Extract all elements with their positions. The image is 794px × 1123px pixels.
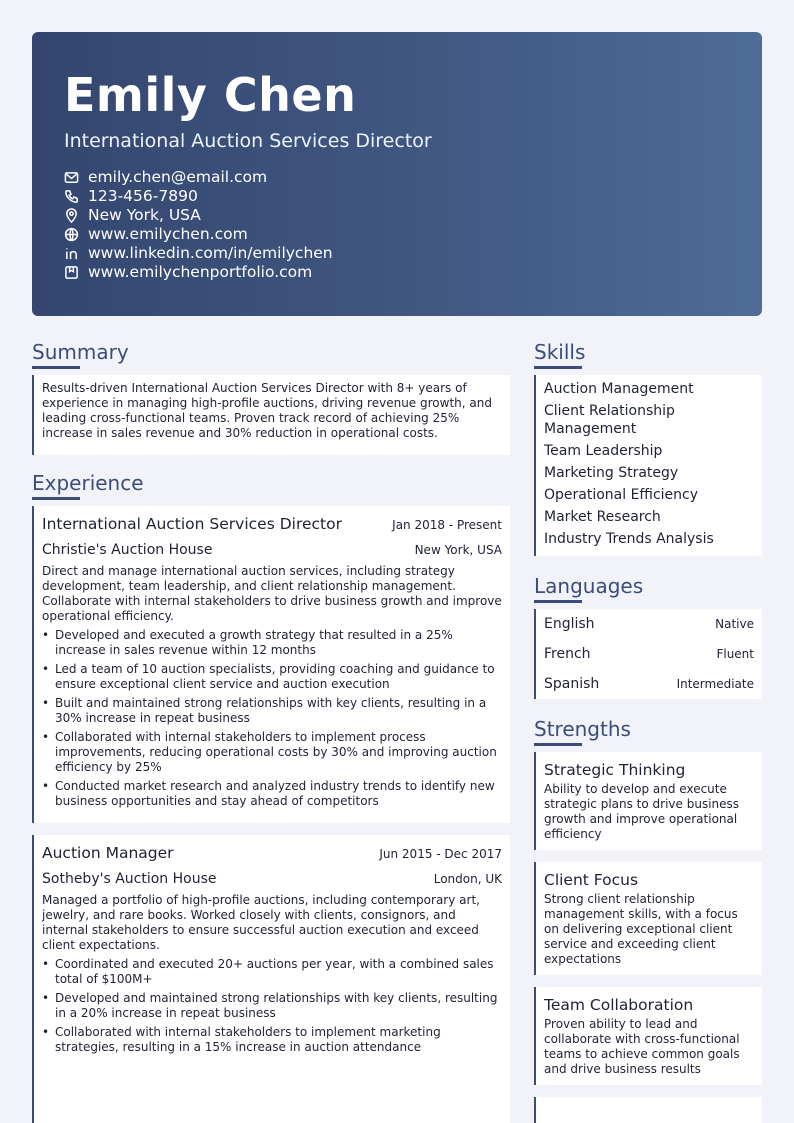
contact-phone[interactable] bbox=[64, 187, 730, 206]
main-column bbox=[32, 338, 510, 1123]
strength-text: Strong client relationship management skills, with a focus on delivering exceptional client service and exceeding client expectations bbox=[544, 892, 738, 966]
job-bullet: • Collaborated with internal stakeholders to implement marketing strategies, resulting in a 15% increase in auction attendance bbox=[42, 1025, 502, 1055]
job-dates: Jan 2018 - Present bbox=[392, 518, 502, 532]
contact-text: New York, USA bbox=[88, 206, 201, 224]
strengths-list bbox=[534, 752, 762, 1123]
job-entry bbox=[32, 835, 510, 1123]
skill-item: Industry Trends Analysis bbox=[544, 531, 714, 547]
languages-list bbox=[534, 609, 762, 699]
contact-text: www.emilychenportfolio.com bbox=[88, 263, 313, 281]
contact-email[interactable] bbox=[64, 168, 730, 187]
contact-location bbox=[64, 206, 730, 225]
languages-heading: Languages bbox=[534, 572, 762, 603]
contact-portfolio[interactable] bbox=[64, 263, 730, 282]
summary-card bbox=[32, 375, 510, 455]
contact-website[interactable] bbox=[64, 225, 730, 244]
language-level: Native bbox=[715, 617, 754, 631]
job-bullets bbox=[42, 628, 502, 809]
skill-item: Auction Management bbox=[544, 381, 694, 397]
job-bullet: • Developed and executed a growth strategy that resulted in a 25% increase in sales revenue within 12 months bbox=[42, 628, 502, 658]
job-company: Christie's Auction House bbox=[42, 542, 213, 558]
portfolio-icon bbox=[64, 265, 80, 281]
contact-text: 123-456-7890 bbox=[88, 187, 198, 205]
job-title: International Auction Services Director bbox=[42, 515, 342, 533]
strength-card bbox=[534, 862, 762, 975]
job-description: Direct and manage international auction services, including strategy development, team leadership, and client relationship management. Collaborate with internal stakeholders to drive business growth and improve operational efficiency. bbox=[42, 564, 502, 623]
job-location: New York, USA bbox=[414, 543, 502, 557]
contact-text: emily.chen@email.com bbox=[88, 168, 268, 186]
contact-text: www.emilychen.com bbox=[88, 225, 248, 243]
phone-icon bbox=[64, 189, 80, 205]
job-location: London, UK bbox=[433, 872, 502, 886]
job-description: Managed a portfolio of high-profile auctions, including contemporary art, jewelry, and rare books. Worked closely with clients, consignors, and internal stakeholders to ensure successful auction execution and exceed client expectations. bbox=[42, 893, 480, 952]
job-bullet: • Led a team of 10 auction specialists, providing coaching and guidance to ensure exceptional client service and auction execution bbox=[42, 662, 502, 692]
strength-card bbox=[534, 752, 762, 850]
email-icon bbox=[64, 170, 80, 186]
skill-item: Marketing Strategy bbox=[544, 465, 679, 481]
language-level: Intermediate bbox=[676, 677, 754, 691]
language-name: English bbox=[544, 616, 595, 632]
strength-text: Ability to develop and execute strategic plans to drive business growth and improve operational efficiency bbox=[544, 782, 740, 841]
language-row bbox=[534, 639, 762, 669]
strength-title: Team Collaboration bbox=[544, 996, 694, 1014]
strengths-heading: Strengths bbox=[534, 715, 762, 746]
contact-linkedin[interactable] bbox=[64, 244, 730, 263]
strength-card-empty bbox=[534, 1097, 762, 1123]
contact-text: www.linkedin.com/in/emilychen bbox=[88, 244, 333, 262]
job-bullet: • Conducted market research and analyzed industry trends to identify new business opportunities and stay ahead of competitors bbox=[42, 779, 502, 809]
experience-heading: Experience bbox=[32, 469, 510, 500]
job-bullet: • Built and maintained strong relationships with key clients, resulting in a 30% increase in repeat business bbox=[42, 696, 502, 726]
strength-title: Client Focus bbox=[544, 871, 639, 889]
language-name: French bbox=[544, 646, 591, 662]
skill-item: Operational Efficiency bbox=[544, 487, 699, 503]
language-row bbox=[534, 669, 762, 699]
language-name: Spanish bbox=[544, 676, 600, 692]
skills-heading: Skills bbox=[534, 338, 762, 369]
summary-text: Results-driven International Auction Services Director with 8+ years of experience in managing high-profile auctions, driving revenue growth, and leading cross-functional teams. Proven track record of achieving 25% increase in sales revenue and 30% reduction in operational costs. bbox=[42, 381, 492, 440]
strength-card bbox=[534, 987, 762, 1085]
language-row bbox=[534, 609, 762, 639]
skills-card bbox=[534, 375, 762, 556]
skill-item: Market Research bbox=[544, 509, 661, 525]
job-entry bbox=[32, 506, 510, 823]
side-column bbox=[534, 338, 762, 1123]
candidate-name: Emily Chen bbox=[64, 68, 357, 122]
skill-item: Team Leadership bbox=[544, 443, 663, 459]
strength-title: Strategic Thinking bbox=[544, 761, 686, 779]
job-title: Auction Manager bbox=[42, 844, 174, 862]
job-bullet: • Developed and maintained strong relationships with key clients, resulting in a 20% increase in repeat business bbox=[42, 991, 502, 1021]
job-company: Sotheby's Auction House bbox=[42, 871, 217, 887]
job-bullet: • Coordinated and executed 20+ auctions per year, with a combined sales total of $100M+ bbox=[42, 957, 502, 987]
skill-item: Client Relationship Management bbox=[544, 403, 675, 437]
contact-list bbox=[64, 168, 730, 282]
job-bullet: • Collaborated with internal stakeholders to implement process improvements, reducing operational costs by 30% and improving auction efficiency by 25% bbox=[42, 730, 502, 775]
strength-text: Proven ability to lead and collaborate with cross-functional teams to achieve common goals and drive business results bbox=[544, 1017, 740, 1076]
candidate-title: International Auction Services Director bbox=[64, 130, 432, 152]
summary-heading: Summary bbox=[32, 338, 510, 369]
job-dates: Jun 2015 - Dec 2017 bbox=[379, 847, 502, 861]
globe-icon bbox=[64, 227, 80, 243]
job-bullets bbox=[42, 957, 502, 1055]
language-level: Fluent bbox=[716, 647, 754, 661]
linkedin-icon bbox=[64, 246, 80, 262]
location-icon bbox=[64, 208, 80, 224]
resume-header bbox=[32, 32, 762, 316]
